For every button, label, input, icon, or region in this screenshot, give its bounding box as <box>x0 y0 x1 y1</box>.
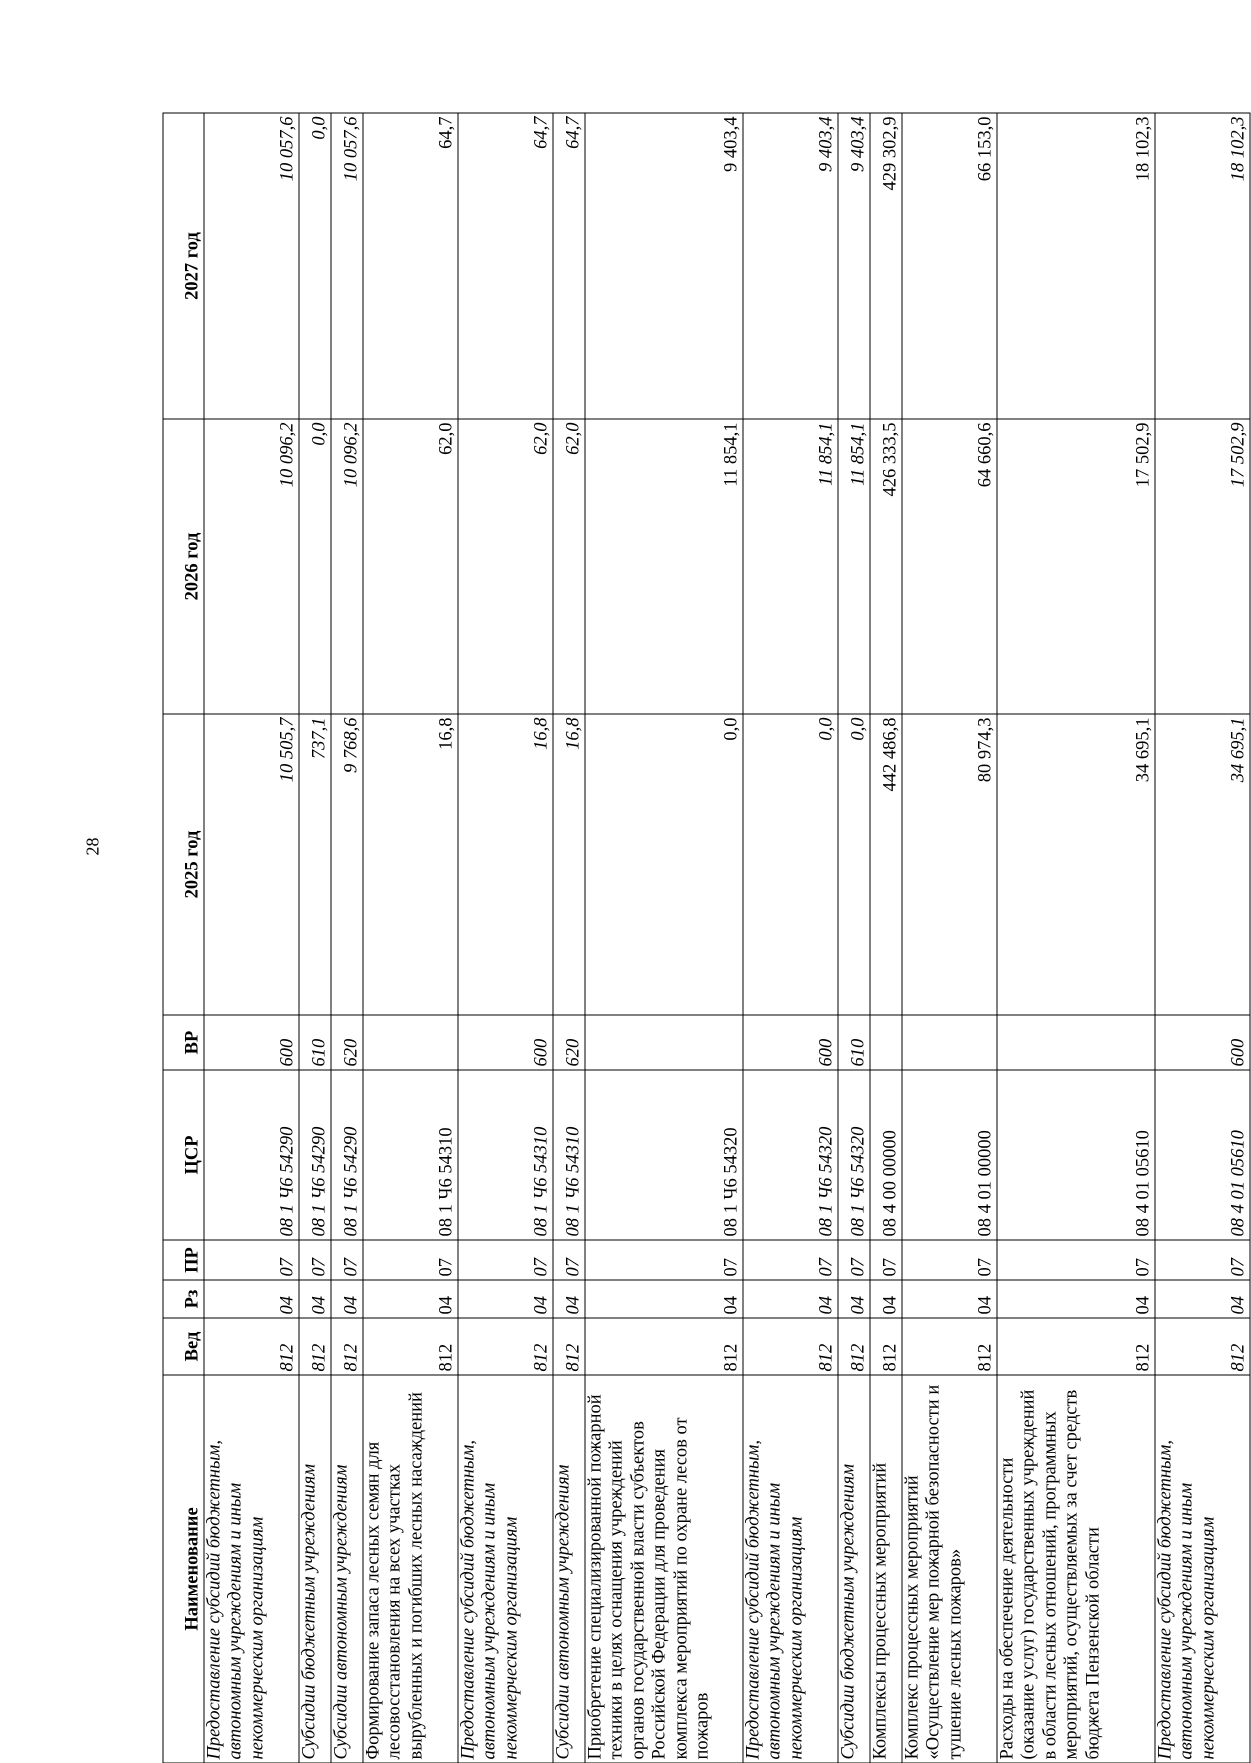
cell-csr: 08 1 Ч6 54290 <box>331 1070 363 1240</box>
cell-2026: 11 854,1 <box>743 419 838 714</box>
cell-2025: 9 768,6 <box>331 714 363 1015</box>
cell-rz: 04 <box>204 1280 299 1318</box>
cell-ved: 812 <box>902 1318 997 1375</box>
cell-2026: 62,0 <box>458 419 553 714</box>
cell-csr: 08 1 Ч6 54290 <box>204 1070 299 1240</box>
cell-name: Предоставление субсидий бюджетным, автономным учреждениям и иным некоммерческим организациям <box>1155 1375 1250 1763</box>
page-number: 28 <box>82 837 103 856</box>
cell-vr: 600 <box>1155 1015 1250 1070</box>
cell-pr: 07 <box>870 1240 902 1280</box>
cell-ved: 812 <box>743 1318 838 1375</box>
cell-name: Формирование запаса лесных семян для лесовосстановления на всех участках вырубленных и погибших лесных насаждений <box>363 1375 458 1763</box>
header-rz: Рз <box>163 1280 204 1318</box>
cell-ved: 812 <box>1155 1318 1250 1375</box>
cell-2026: 17 502,9 <box>1155 419 1250 714</box>
cell-vr <box>363 1015 458 1070</box>
cell-vr: 620 <box>331 1015 363 1070</box>
cell-2025: 737,1 <box>299 714 331 1015</box>
cell-pr: 07 <box>331 1240 363 1280</box>
cell-2027: 0,0 <box>299 113 331 419</box>
cell-2027: 10 057,6 <box>331 113 363 419</box>
cell-2025: 442 486,8 <box>870 714 902 1015</box>
cell-csr: 08 1 Ч6 54310 <box>363 1070 458 1240</box>
table-row <box>553 113 585 1763</box>
cell-rz: 04 <box>902 1280 997 1318</box>
table-row <box>458 113 553 1763</box>
table-row <box>363 113 458 1763</box>
cell-2026: 11 854,1 <box>838 419 870 714</box>
cell-rz: 04 <box>743 1280 838 1318</box>
cell-2027: 64,7 <box>553 113 585 419</box>
cell-rz: 04 <box>585 1280 743 1318</box>
cell-2025: 16,8 <box>553 714 585 1015</box>
cell-name: Расходы на обеспечение деятельности (оказание услуг) государственных учреждений в области лесных отношений, программных мероприятий, осуществляемых за счет средств бюджета Пензенской области <box>997 1375 1155 1763</box>
table-row <box>331 113 363 1763</box>
cell-pr: 07 <box>1155 1240 1250 1280</box>
cell-name: Предоставление субсидий бюджетным, автономным учреждениям и иным некоммерческим организациям <box>743 1375 838 1763</box>
cell-ved: 812 <box>204 1318 299 1375</box>
cell-ved: 812 <box>870 1318 902 1375</box>
cell-2025: 34 695,1 <box>1155 714 1250 1015</box>
header-ved: Вед <box>163 1318 204 1375</box>
table-row <box>585 113 743 1763</box>
header-2025: 2025 год <box>163 714 204 1015</box>
cell-2026: 426 333,5 <box>870 419 902 714</box>
cell-pr: 07 <box>743 1240 838 1280</box>
table-row <box>997 113 1155 1763</box>
cell-2026: 64 660,6 <box>902 419 997 714</box>
cell-rz: 04 <box>553 1280 585 1318</box>
cell-vr: 600 <box>458 1015 553 1070</box>
cell-ved: 812 <box>997 1318 1155 1375</box>
cell-csr: 08 1 Ч6 54310 <box>458 1070 553 1240</box>
cell-pr: 07 <box>902 1240 997 1280</box>
cell-2025: 16,8 <box>458 714 553 1015</box>
header-name: Наименование <box>163 1375 204 1763</box>
header-csr: ЦСР <box>163 1070 204 1240</box>
cell-ved: 812 <box>553 1318 585 1375</box>
header-vr: ВР <box>163 1015 204 1070</box>
cell-2027: 64,7 <box>363 113 458 419</box>
cell-pr: 07 <box>553 1240 585 1280</box>
budget-table-rotated <box>163 113 1249 1763</box>
cell-2027: 9 403,4 <box>585 113 743 419</box>
cell-vr <box>902 1015 997 1070</box>
cell-2026: 62,0 <box>553 419 585 714</box>
cell-2025: 0,0 <box>585 714 743 1015</box>
table-row <box>204 113 299 1763</box>
cell-rz: 04 <box>299 1280 331 1318</box>
cell-2027: 64,7 <box>458 113 553 419</box>
cell-2027: 66 153,0 <box>902 113 997 419</box>
table-header-row <box>163 113 204 1763</box>
cell-2025: 0,0 <box>838 714 870 1015</box>
cell-2027: 18 102,3 <box>1155 113 1250 419</box>
cell-vr: 610 <box>299 1015 331 1070</box>
cell-vr <box>585 1015 743 1070</box>
cell-2025: 34 695,1 <box>997 714 1155 1015</box>
cell-pr: 07 <box>585 1240 743 1280</box>
table-row <box>902 113 997 1763</box>
cell-rz: 04 <box>331 1280 363 1318</box>
cell-name: Комплексы процессных мероприятий <box>870 1375 902 1763</box>
cell-2027: 9 403,4 <box>838 113 870 419</box>
cell-name: Субсидии автономным учреждениям <box>553 1375 585 1763</box>
cell-2027: 9 403,4 <box>743 113 838 419</box>
cell-csr: 08 1 Ч6 54320 <box>585 1070 743 1240</box>
budget-table <box>163 112 1251 1763</box>
cell-2027: 10 057,6 <box>204 113 299 419</box>
cell-2026: 62,0 <box>363 419 458 714</box>
cell-csr: 08 4 00 00000 <box>870 1070 902 1240</box>
cell-name: Комплекс процессных мероприятий «Осуществление мер пожарной безопасности и тушение лесных пожаров» <box>902 1375 997 1763</box>
cell-pr: 07 <box>363 1240 458 1280</box>
cell-2025: 16,8 <box>363 714 458 1015</box>
cell-ved: 812 <box>363 1318 458 1375</box>
cell-vr: 600 <box>743 1015 838 1070</box>
cell-ved: 812 <box>838 1318 870 1375</box>
table-row <box>1155 113 1250 1763</box>
cell-name: Субсидии бюджетным учреждениям <box>838 1375 870 1763</box>
cell-name: Предоставление субсидий бюджетным, автономным учреждениям и иным некоммерческим организациям <box>204 1375 299 1763</box>
cell-2026: 10 096,2 <box>331 419 363 714</box>
cell-name: Субсидии автономным учреждениям <box>331 1375 363 1763</box>
header-2027: 2027 год <box>163 113 204 419</box>
cell-2026: 0,0 <box>299 419 331 714</box>
table-row <box>299 113 331 1763</box>
cell-csr: 08 4 01 05610 <box>997 1070 1155 1240</box>
cell-rz: 04 <box>997 1280 1155 1318</box>
cell-ved: 812 <box>458 1318 553 1375</box>
cell-ved: 812 <box>331 1318 363 1375</box>
cell-2027: 429 302,9 <box>870 113 902 419</box>
cell-rz: 04 <box>458 1280 553 1318</box>
cell-vr <box>997 1015 1155 1070</box>
cell-2027: 18 102,3 <box>997 113 1155 419</box>
table-row <box>870 113 902 1763</box>
cell-rz: 04 <box>363 1280 458 1318</box>
cell-rz: 04 <box>1155 1280 1250 1318</box>
cell-pr: 07 <box>299 1240 331 1280</box>
cell-pr: 07 <box>204 1240 299 1280</box>
cell-2026: 11 854,1 <box>585 419 743 714</box>
cell-2025: 10 505,7 <box>204 714 299 1015</box>
cell-vr: 600 <box>204 1015 299 1070</box>
cell-2025: 0,0 <box>743 714 838 1015</box>
cell-vr: 610 <box>838 1015 870 1070</box>
cell-2025: 80 974,3 <box>902 714 997 1015</box>
table-row <box>838 113 870 1763</box>
cell-csr: 08 4 01 05610 <box>1155 1070 1250 1240</box>
header-pr: ПР <box>163 1240 204 1280</box>
cell-name: Субсидии бюджетным учреждениям <box>299 1375 331 1763</box>
cell-csr: 08 1 Ч6 54310 <box>553 1070 585 1240</box>
cell-pr: 07 <box>838 1240 870 1280</box>
cell-rz: 04 <box>838 1280 870 1318</box>
cell-pr: 07 <box>997 1240 1155 1280</box>
cell-rz: 04 <box>870 1280 902 1318</box>
table-row <box>743 113 838 1763</box>
cell-ved: 812 <box>585 1318 743 1375</box>
cell-csr: 08 1 Ч6 54290 <box>299 1070 331 1240</box>
header-2026: 2026 год <box>163 419 204 714</box>
cell-vr <box>870 1015 902 1070</box>
cell-name: Предоставление субсидий бюджетным, автономным учреждениям и иным некоммерческим организациям <box>458 1375 553 1763</box>
cell-2026: 17 502,9 <box>997 419 1155 714</box>
cell-csr: 08 1 Ч6 54320 <box>743 1070 838 1240</box>
cell-csr: 08 4 01 00000 <box>902 1070 997 1240</box>
cell-pr: 07 <box>458 1240 553 1280</box>
cell-2026: 10 096,2 <box>204 419 299 714</box>
cell-ved: 812 <box>299 1318 331 1375</box>
cell-name: Приобретение специализированной пожарной техники в целях оснащения учреждений органов государственной власти субъектов Российской Федерации для проведения комплекса мероприятий по охране лесов от пожаров <box>585 1375 743 1763</box>
cell-vr: 620 <box>553 1015 585 1070</box>
cell-csr: 08 1 Ч6 54320 <box>838 1070 870 1240</box>
